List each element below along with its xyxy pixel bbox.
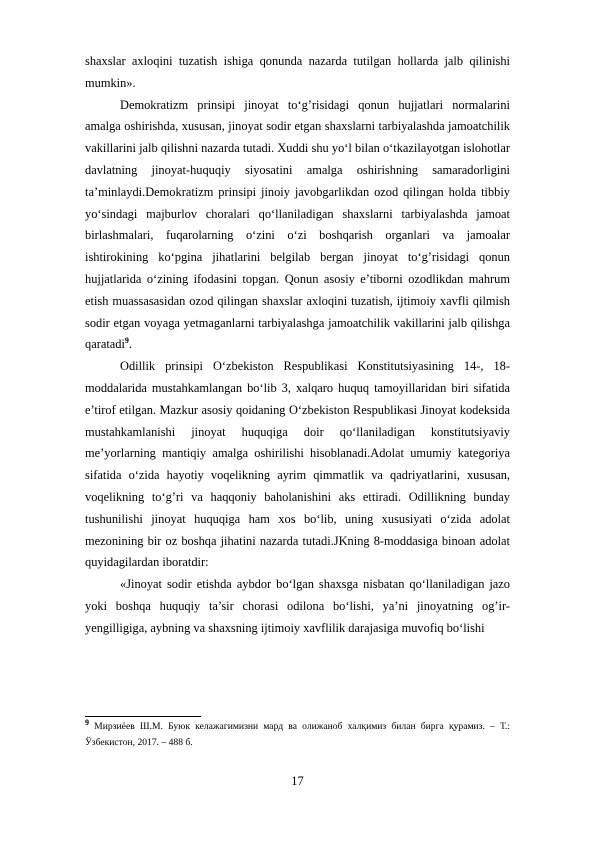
paragraph-justice: Odillik prinsipi O‘zbekiston Respublikasi Konstitutsiyasining 14-, 18-moddalarida mustahkamlangan bo‘lib 3, xalqaro huquq tamoyillaridan biri sifatida e’tirof etilgan. Mazkur asosiy qoidaning O‘zbekiston Respublikasi Jinoyat kodeksida mustahkamlanishi jinoyat huquqiga doir qo‘llaniladigan konstitutsiyaviy me’yorlarning mantiqiy amalga oshirilishi hisoblanadi.Adolat umumiy kategoriya sifatida o‘zida hayotiy voqelikning ayrim qimmatlik va qadriyatlarini, xususan, voqelikning to‘g’ri va haqqoniy baholanishini aks ettiradi. Odillikning bunday tushunilishi jinoyat huquqiga ham xos bo‘lib, uning xususiyati o‘zida adolat mezonining bir oz boshqa jihatini nazarda tutadi.JKning 8-moddasiga binoan adolat quyidagilardan iboratdir: — [85, 359, 510, 570]
footnote-number: 9 — [85, 717, 89, 727]
footnote — [85, 719, 510, 751]
paragraph-democratism: Demokratizm prinsipi jinoyat to‘g’risidagi qonun hujjatlari normalarini amalga oshirishda, xususan, jinoyat sodir etgan shaxslarni tarbiyalashda jamoatchilik vakillarini jalb qilishni nazarda tutadi. Xuddi shu yo‘l bilan o‘tkazilayotgan islohotlar davlatning jinoyat-huquqiy siyosatini amalga oshirishning samaradorligini ta’minlaydi.Demokratizm prinsipi jinoiy javobgarlikdan ozod qilingan holda tibbiy yo‘sindagi majburlov choralari qo‘llaniladigan shaxslarni tarbiyalashda jamoat birlashmalari, fuqarolarning o‘zini o‘zi boshqarish organlari va jamoalar ishtirokining ko‘pgina jihatlarini belgilab bergan jinoyat to‘g’risidagi qonun hujjatlarida o‘zining ifodasini topgan. Qonun asosiy e’tiborni ozodlikdan mahrum etish muassasasidan ozod qilingan shaxslar axloqini tuzatish, ijtimoiy xavfli qilmish sodir etgan voyaga yetmaganlarni tarbiyalashga jamoatchilik vakillarini jalb qilishga qaratadi$^9$. — [85, 97, 510, 352]
footnote-divider — [85, 716, 201, 717]
paragraph-quote: «Jinoyat sodir etishda aybdor bo‘lgan shaxsga nisbatan qo‘llaniladigan jazo yoki boshqa huquqiy ta’sir chorasi odilona bo‘lishi, ya’ni jinoyatning og’ir-yengilligiga, aybning va shaxsning ijtimoiy xavflilik darajasiga muvofiq bo‘lishi — [85, 577, 510, 635]
paragraph-continuation: shaxslar axloqini tuzatish ishiga qonunda nazarda tutilgan hollarda jalb qilinishi mumkin». — [85, 54, 510, 90]
footnote-text: Мирзиёев Ш.М. Буюк келажагимизни мард ва олижаноб халқимиз билан бирга қурамиз. – Т.: Ўзбекистон, 2017. – 488 б. — [85, 721, 510, 748]
page-number: 17 — [291, 774, 304, 788]
footnote-reference[interactable]: 9 — [124, 336, 129, 346]
body-text — [85, 51, 510, 640]
